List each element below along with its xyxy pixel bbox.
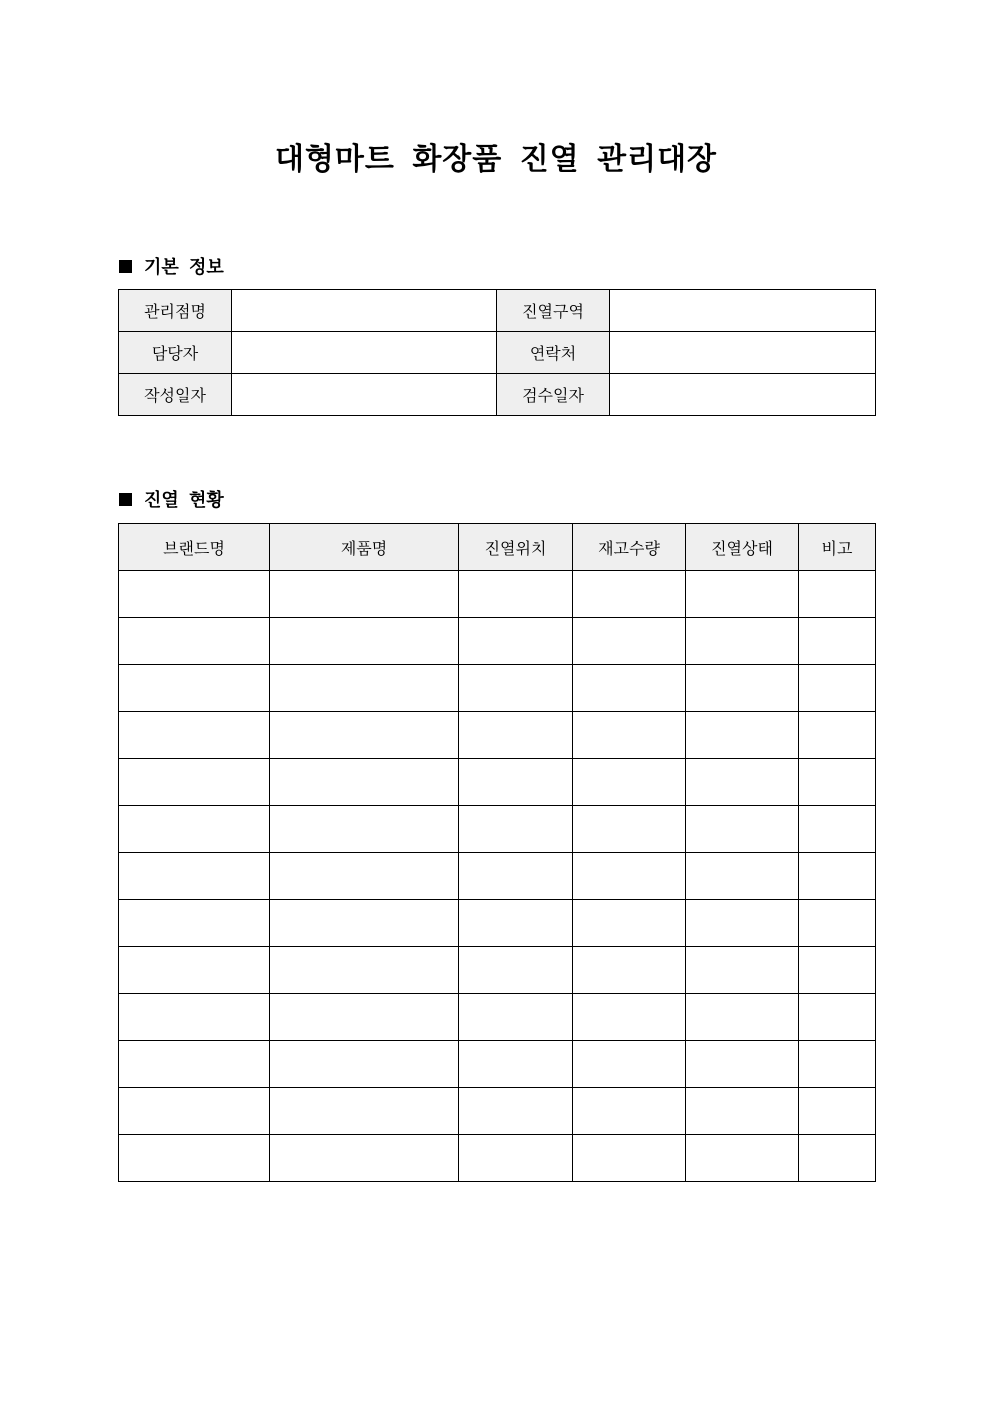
display-status-table bbox=[118, 523, 876, 1182]
table-cell[interactable] bbox=[686, 712, 799, 759]
table-cell[interactable] bbox=[686, 947, 799, 994]
table-cell[interactable] bbox=[799, 994, 876, 1041]
table-row bbox=[119, 1135, 876, 1182]
table-cell[interactable] bbox=[459, 994, 573, 1041]
table-cell[interactable] bbox=[686, 571, 799, 618]
info-value-field[interactable] bbox=[232, 332, 497, 374]
table-cell[interactable] bbox=[686, 618, 799, 665]
table-cell[interactable] bbox=[270, 665, 459, 712]
table-cell[interactable] bbox=[573, 900, 686, 947]
info-value-field[interactable] bbox=[232, 374, 497, 416]
basic-info-table bbox=[118, 289, 876, 416]
column-header: 브랜드명 bbox=[119, 524, 270, 571]
table-cell[interactable] bbox=[119, 947, 270, 994]
table-cell[interactable] bbox=[270, 994, 459, 1041]
table-cell[interactable] bbox=[799, 853, 876, 900]
table-cell[interactable] bbox=[459, 806, 573, 853]
square-bullet-icon bbox=[119, 493, 132, 506]
table-cell[interactable] bbox=[270, 618, 459, 665]
table-cell[interactable] bbox=[799, 947, 876, 994]
table-cell[interactable] bbox=[573, 571, 686, 618]
info-label: 관리점명 bbox=[119, 290, 232, 332]
info-row bbox=[119, 332, 876, 374]
table-cell[interactable] bbox=[459, 1135, 573, 1182]
column-header: 비고 bbox=[799, 524, 876, 571]
table-cell[interactable] bbox=[686, 665, 799, 712]
table-cell[interactable] bbox=[686, 1088, 799, 1135]
table-cell[interactable] bbox=[459, 712, 573, 759]
table-row bbox=[119, 759, 876, 806]
info-row bbox=[119, 290, 876, 332]
table-cell[interactable] bbox=[799, 1041, 876, 1088]
table-cell[interactable] bbox=[270, 1135, 459, 1182]
table-cell[interactable] bbox=[119, 712, 270, 759]
table-cell[interactable] bbox=[573, 1135, 686, 1182]
table-cell[interactable] bbox=[119, 1135, 270, 1182]
info-label: 검수일자 bbox=[497, 374, 610, 416]
table-header-row bbox=[119, 524, 876, 571]
info-value-field[interactable] bbox=[610, 332, 876, 374]
info-label: 연락처 bbox=[497, 332, 610, 374]
table-row bbox=[119, 900, 876, 947]
info-value-field[interactable] bbox=[610, 374, 876, 416]
table-row bbox=[119, 947, 876, 994]
table-cell[interactable] bbox=[686, 853, 799, 900]
table-row bbox=[119, 994, 876, 1041]
table-cell[interactable] bbox=[686, 1041, 799, 1088]
square-bullet-icon bbox=[119, 260, 132, 273]
table-cell[interactable] bbox=[270, 712, 459, 759]
table-cell[interactable] bbox=[799, 665, 876, 712]
info-value-field[interactable] bbox=[232, 290, 497, 332]
table-cell[interactable] bbox=[686, 994, 799, 1041]
table-cell[interactable] bbox=[119, 900, 270, 947]
table-cell[interactable] bbox=[459, 1088, 573, 1135]
table-cell[interactable] bbox=[270, 900, 459, 947]
column-header: 제품명 bbox=[270, 524, 459, 571]
table-cell[interactable] bbox=[573, 1088, 686, 1135]
table-cell[interactable] bbox=[119, 759, 270, 806]
table-cell[interactable] bbox=[270, 571, 459, 618]
table-row bbox=[119, 712, 876, 759]
info-row bbox=[119, 374, 876, 416]
table-cell[interactable] bbox=[573, 853, 686, 900]
table-cell[interactable] bbox=[459, 947, 573, 994]
table-row bbox=[119, 806, 876, 853]
table-cell[interactable] bbox=[799, 1135, 876, 1182]
table-row bbox=[119, 853, 876, 900]
table-cell[interactable] bbox=[459, 853, 573, 900]
info-label: 담당자 bbox=[119, 332, 232, 374]
table-cell[interactable] bbox=[459, 759, 573, 806]
table-cell[interactable] bbox=[119, 806, 270, 853]
table-cell[interactable] bbox=[573, 806, 686, 853]
table-cell[interactable] bbox=[459, 571, 573, 618]
table-cell[interactable] bbox=[799, 1088, 876, 1135]
table-cell[interactable] bbox=[119, 853, 270, 900]
table-cell[interactable] bbox=[119, 1088, 270, 1135]
table-cell[interactable] bbox=[119, 618, 270, 665]
table-cell[interactable] bbox=[573, 947, 686, 994]
document-title: 대형마트 화장품 진열 관리대장 bbox=[274, 142, 718, 177]
table-cell[interactable] bbox=[686, 759, 799, 806]
table-cell[interactable] bbox=[270, 759, 459, 806]
table-cell[interactable] bbox=[799, 759, 876, 806]
table-cell[interactable] bbox=[573, 618, 686, 665]
info-value-field[interactable] bbox=[610, 290, 876, 332]
table-row bbox=[119, 1088, 876, 1135]
table-cell[interactable] bbox=[573, 759, 686, 806]
table-cell[interactable] bbox=[459, 900, 573, 947]
table-cell[interactable] bbox=[459, 1041, 573, 1088]
column-header: 진열상태 bbox=[686, 524, 799, 571]
display-status-heading bbox=[119, 486, 224, 512]
table-cell[interactable] bbox=[686, 1135, 799, 1182]
table-cell[interactable] bbox=[459, 618, 573, 665]
table-cell[interactable] bbox=[270, 1041, 459, 1088]
column-header: 재고수량 bbox=[573, 524, 686, 571]
table-cell[interactable] bbox=[119, 994, 270, 1041]
table-cell[interactable] bbox=[119, 571, 270, 618]
table-cell[interactable] bbox=[119, 665, 270, 712]
table-cell[interactable] bbox=[799, 618, 876, 665]
table-cell[interactable] bbox=[119, 1041, 270, 1088]
display-status-heading-text: 진열 현황 bbox=[144, 490, 224, 511]
table-cell[interactable] bbox=[573, 712, 686, 759]
table-cell[interactable] bbox=[573, 1041, 686, 1088]
table-cell[interactable] bbox=[270, 1088, 459, 1135]
table-cell[interactable] bbox=[459, 665, 573, 712]
info-label: 작성일자 bbox=[119, 374, 232, 416]
table-cell[interactable] bbox=[270, 806, 459, 853]
table-cell[interactable] bbox=[799, 712, 876, 759]
table-cell[interactable] bbox=[270, 947, 459, 994]
table-row bbox=[119, 618, 876, 665]
table-row bbox=[119, 571, 876, 618]
basic-info-heading bbox=[119, 253, 224, 279]
table-cell[interactable] bbox=[270, 853, 459, 900]
table-row bbox=[119, 1041, 876, 1088]
table-row bbox=[119, 665, 876, 712]
table-cell[interactable] bbox=[686, 900, 799, 947]
table-cell[interactable] bbox=[799, 571, 876, 618]
basic-info-heading-text: 기본 정보 bbox=[144, 257, 224, 278]
table-cell[interactable] bbox=[799, 900, 876, 947]
table-cell[interactable] bbox=[799, 806, 876, 853]
table-cell[interactable] bbox=[686, 806, 799, 853]
table-cell[interactable] bbox=[573, 994, 686, 1041]
info-label: 진열구역 bbox=[497, 290, 610, 332]
table-cell[interactable] bbox=[573, 665, 686, 712]
column-header: 진열위치 bbox=[459, 524, 573, 571]
